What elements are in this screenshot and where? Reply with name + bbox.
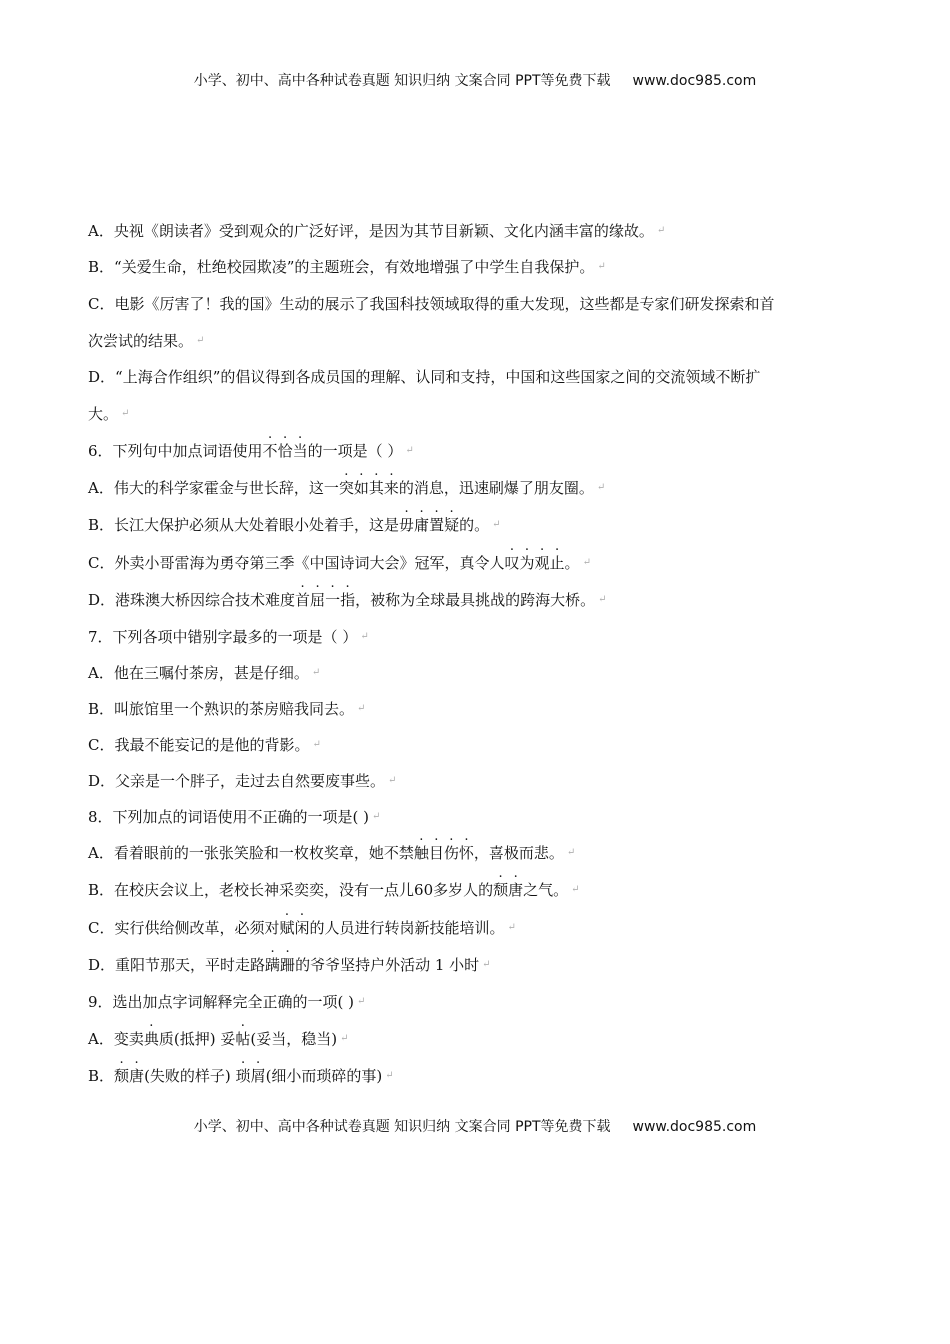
q8-option-b-text-end: 之气。 xyxy=(523,881,569,899)
q6-option-d-text: D．港珠澳大桥因综合技术难度 xyxy=(88,591,296,609)
dotted-char: 止 xyxy=(549,554,565,572)
dotted-char: 突 xyxy=(338,479,354,497)
q7-option-d-text: D．父亲是一个胖子，走过去自然要废事些。 xyxy=(88,772,386,790)
q5-option-c-line1 xyxy=(88,294,774,314)
paragraph-mark: ↵ xyxy=(196,335,205,346)
paragraph-mark: ↵ xyxy=(507,922,516,933)
dotted-char: 叹 xyxy=(504,554,520,572)
dotted-char: 唐 xyxy=(508,881,524,899)
q5-option-d-line1 xyxy=(88,367,760,387)
dotted-char: 不 xyxy=(262,442,278,460)
q8-option-c-text: C．实行供给侧改革，必须对 xyxy=(88,919,280,937)
dotted-char: 赋 xyxy=(279,919,295,937)
paragraph-mark: ↵ xyxy=(405,445,414,456)
dotted-char: 闲 xyxy=(294,919,310,937)
paragraph-mark: ↵ xyxy=(121,408,130,419)
q6-option-a-text: A．伟大的科学家霍金与世长辞，这一 xyxy=(88,479,339,497)
paragraph-mark: ↵ xyxy=(357,996,366,1007)
dotted-char: 颓 xyxy=(114,1067,130,1085)
q8-option-a-text: A．看着眼前的一张张笑脸和一枚枚奖章，她不禁 xyxy=(88,844,414,862)
q9-option-b-text-mid: (失败的样子) xyxy=(144,1067,236,1085)
q9-stem xyxy=(88,992,365,1012)
q5-option-c-text-cont: 次尝试的结果。 xyxy=(88,332,194,350)
q8-option-d-text: D．重阳节那天，平时走路 xyxy=(88,956,266,974)
q5-option-c-line2 xyxy=(88,331,204,351)
dotted-char: 帖 xyxy=(235,1030,251,1048)
q6-option-b xyxy=(88,515,501,535)
dotted-char: 怀 xyxy=(458,844,474,862)
q7-option-b xyxy=(88,699,365,719)
q5-option-d-text-cont: 大。 xyxy=(88,405,119,423)
dotted-char: 毋 xyxy=(399,516,415,534)
q9-option-b-text: B． xyxy=(88,1067,115,1085)
dotted-char: 庸 xyxy=(414,516,430,534)
dotted-char: 指 xyxy=(340,591,356,609)
paragraph-mark: ↵ xyxy=(388,775,397,786)
q7-stem xyxy=(88,627,369,647)
dotted-char: 首 xyxy=(295,591,311,609)
q9-option-a-text-mid: 质(抵押) 妥 xyxy=(158,1030,236,1048)
q8-stem-text: 8．下列加点的词语使用不正确的一项是( ) xyxy=(88,808,370,826)
q8-option-a xyxy=(88,843,575,863)
page-footer xyxy=(0,1116,950,1136)
dotted-char: 跚 xyxy=(280,956,296,974)
paragraph-mark: ↵ xyxy=(340,1033,349,1044)
dotted-char: 当 xyxy=(292,442,308,460)
q6-option-b-text: B．长江大保护必须从大处着眼小处着手，这是 xyxy=(88,516,400,534)
dotted-char: 来 xyxy=(383,479,399,497)
paragraph-mark: ↵ xyxy=(482,959,491,970)
q6-stem xyxy=(88,441,414,461)
q6-option-d-text-end: ，被称为全球最具挑战的跨海大桥。 xyxy=(355,591,596,609)
dotted-char: 恰 xyxy=(277,442,293,460)
paragraph-mark: ↵ xyxy=(597,261,606,272)
paragraph-mark: ↵ xyxy=(598,594,607,605)
paragraph-mark: ↵ xyxy=(385,1070,394,1081)
q5-option-a-text: A．央视《朗读者》受到观众的广泛好评，是因为其节目新颖、文化内涵丰富的缘故。 xyxy=(88,222,654,240)
q8-option-b xyxy=(88,880,580,900)
q6-option-d xyxy=(88,590,607,610)
paragraph-mark: ↵ xyxy=(566,847,576,858)
q7-option-a xyxy=(88,663,320,683)
q6-option-a-text-end: 的消息，迅速刷爆了朋友圈。 xyxy=(398,479,594,497)
dotted-char: 触 xyxy=(413,844,429,862)
header-site: www.doc985.com xyxy=(632,73,757,89)
q7-option-d xyxy=(88,771,396,791)
dotted-char: 置 xyxy=(429,516,445,534)
q7-option-c-text: C．我最不能妄记的是他的背影。 xyxy=(88,736,310,754)
q5-option-a xyxy=(88,221,665,241)
dotted-char: 蹒 xyxy=(265,956,281,974)
q9-option-b-text-end: (细小而琐碎的事) xyxy=(265,1067,383,1085)
q8-option-c-text-end: 的人员进行转岗新技能培训。 xyxy=(309,919,505,937)
q6-option-b-text-end: 的。 xyxy=(459,516,490,534)
paragraph-mark: ↵ xyxy=(360,631,369,642)
q6-option-a xyxy=(88,478,605,498)
q9-stem-text: 9．选出加点字词解释完全正确的一项( ) xyxy=(88,993,355,1011)
paragraph-mark: ↵ xyxy=(596,482,606,493)
q5-option-d-text: D．“上海合作组织”的倡议得到各成员国的理解、认同和支持，中国和这些国家之间的交流领域不断扩 xyxy=(88,368,761,386)
q9-option-a-text: A．变卖 xyxy=(88,1030,144,1048)
dotted-char: 琐 xyxy=(235,1067,251,1085)
dotted-char: 为 xyxy=(519,554,535,572)
q9-option-a xyxy=(88,1029,348,1049)
q5-option-b xyxy=(88,257,606,277)
paragraph-mark: ↵ xyxy=(357,703,366,714)
dotted-char: 伤 xyxy=(443,844,459,862)
dotted-char: 屑 xyxy=(250,1067,266,1085)
dotted-char: 观 xyxy=(534,554,550,572)
q5-option-c-text: C．电影《厉害了！我的国》生动的展示了我国科技领域取得的重大发现，这些都是专家们研发探索和首 xyxy=(88,295,775,313)
q6-option-c-text-end: 。 xyxy=(564,554,580,572)
paragraph-mark: ↵ xyxy=(492,519,501,530)
q8-option-b-text: B．在校庆会议上，老校长神采奕奕，没有一点儿60多岁人的 xyxy=(88,881,494,899)
page-header xyxy=(0,70,950,90)
paragraph-mark: ↵ xyxy=(311,667,321,678)
paragraph-mark: ↵ xyxy=(582,557,591,568)
q8-option-c xyxy=(88,918,516,938)
q7-option-a-text: A．他在三嘱付茶房，甚是仔细。 xyxy=(88,664,309,682)
q5-option-d-line2 xyxy=(88,404,129,424)
q8-option-d-text-end: 的爷爷坚持户外活动 1 小时 xyxy=(295,956,480,974)
paragraph-mark: ↵ xyxy=(312,739,321,750)
q6-stem-text-end: 的一项是（ ） xyxy=(307,442,403,460)
q7-stem-text: 7．下列各项中错别字最多的一项是（ ） xyxy=(88,628,358,646)
q7-option-b-text: B．叫旅馆里一个熟识的茶房赔我同去。 xyxy=(88,700,355,718)
q6-stem-text: 6．下列句中加点词语使用 xyxy=(88,442,263,460)
dotted-char: 颓 xyxy=(493,881,509,899)
paragraph-mark: ↵ xyxy=(656,225,666,236)
dotted-char: 唐 xyxy=(129,1067,145,1085)
dotted-char: 疑 xyxy=(444,516,460,534)
header-text: 小学、初中、高中各种试卷真题 知识归纳 文案合同 PPT等免费下载 xyxy=(193,73,611,89)
q6-option-c-text: C．外卖小哥雷海为勇夺第三季《中国诗词大会》冠军，真令人 xyxy=(88,554,505,572)
q9-option-b xyxy=(88,1066,394,1086)
footer-site: www.doc985.com xyxy=(632,1119,757,1135)
dotted-char: 一 xyxy=(325,591,341,609)
q8-option-d xyxy=(88,955,491,975)
dotted-char: 如 xyxy=(353,479,369,497)
footer-text: 小学、初中、高中各种试卷真题 知识归纳 文案合同 PPT等免费下载 xyxy=(193,1119,611,1135)
dotted-char: 典 xyxy=(143,1030,159,1048)
paragraph-mark: ↵ xyxy=(372,811,381,822)
q9-option-a-text-end: (妥当，稳当) xyxy=(250,1030,338,1048)
paragraph-mark: ↵ xyxy=(571,884,580,895)
dotted-char: 目 xyxy=(428,844,444,862)
q8-stem xyxy=(88,807,380,827)
dotted-char: 屈 xyxy=(310,591,326,609)
q5-option-b-text: B．“关爱生命，杜绝校园欺凌”的主题班会，有效地增强了中学生自我保护。 xyxy=(88,258,595,276)
q7-option-c xyxy=(88,735,321,755)
q6-option-c xyxy=(88,553,591,573)
q8-option-a-text-end: ，喜极而悲。 xyxy=(473,844,564,862)
dotted-char: 其 xyxy=(368,479,384,497)
